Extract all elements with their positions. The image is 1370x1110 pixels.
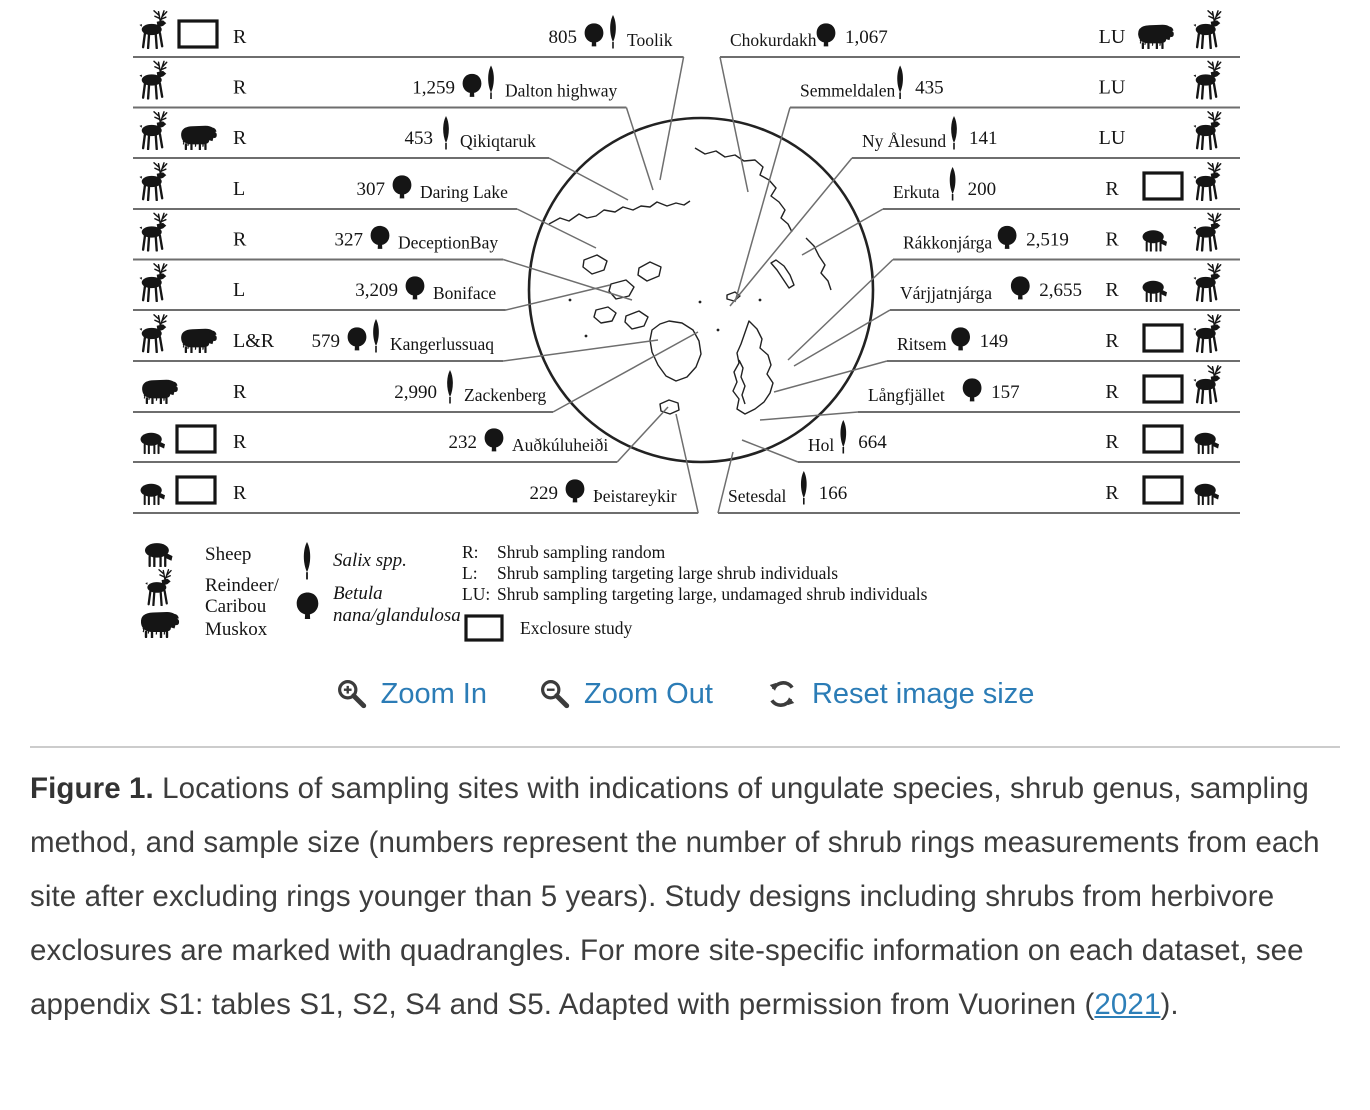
sampling-code: LU	[1098, 26, 1126, 48]
sample-count: 579	[311, 331, 340, 352]
sample-count: 327	[334, 229, 363, 251]
site-name: Qikiqtaruk	[460, 131, 536, 151]
reindeer-icon	[1193, 213, 1220, 250]
salix-icon	[447, 370, 453, 404]
exclosure-icon	[177, 426, 215, 452]
svg-text:Salix spp.: Salix spp.	[333, 550, 407, 571]
image-controls	[0, 672, 1370, 716]
betula-icon	[585, 23, 604, 46]
site-name: Semmeldalen	[800, 80, 896, 101]
citation-year-link[interactable]: 2021	[1094, 987, 1161, 1021]
site-name: Chokurdakh	[730, 30, 817, 50]
sample-count: 664	[858, 432, 887, 453]
sample-count: 232	[448, 432, 477, 453]
zoom-in-button[interactable]	[336, 678, 487, 710]
betula-icon	[566, 479, 585, 502]
sampling-code: L&R	[233, 330, 275, 352]
salix-icon	[801, 471, 807, 505]
site-name: Daring Lake	[420, 182, 508, 202]
reindeer-icon	[139, 213, 166, 250]
sample-count: 149	[979, 331, 1009, 352]
sample-count: 141	[969, 128, 998, 149]
sheep-icon	[1195, 433, 1219, 454]
muskox-icon	[141, 612, 179, 638]
sampling-code: R	[1105, 431, 1119, 453]
exclosure-icon	[177, 477, 215, 503]
sample-count: 229	[529, 483, 558, 504]
sample-count: 157	[991, 382, 1020, 403]
salix-icon	[950, 167, 956, 201]
sampling-code: R	[1105, 279, 1119, 301]
sampling-code: R	[1105, 330, 1119, 352]
salix-icon	[610, 15, 616, 49]
reindeer-icon	[139, 11, 166, 48]
betula-icon	[297, 593, 319, 619]
figure-caption	[30, 762, 1340, 1032]
reindeer-icon	[1193, 366, 1220, 403]
sample-count: 2,519	[1026, 229, 1069, 251]
svg-text:R:: R:	[462, 542, 479, 562]
sample-count: 1,067	[845, 27, 888, 48]
muskox-icon	[181, 329, 217, 353]
site-name: Rákkonjárga	[903, 232, 993, 253]
reindeer-icon	[139, 112, 166, 149]
sheep-icon	[141, 433, 165, 454]
muskox-icon	[181, 126, 217, 150]
exclosure-icon	[1144, 325, 1182, 351]
caption-text-after: ).	[1160, 987, 1179, 1021]
svg-text:L:: L:	[462, 563, 478, 583]
sample-count: 1,259	[412, 77, 455, 99]
site-name: Boniface	[433, 283, 497, 303]
betula-icon	[963, 378, 982, 401]
betula-icon	[371, 226, 390, 249]
reindeer-icon	[1193, 112, 1220, 149]
svg-text:Sheep: Sheep	[205, 544, 252, 565]
svg-text:Shrub sampling random: Shrub sampling random	[497, 542, 666, 562]
site-row-left-3	[133, 163, 596, 248]
svg-text:LU:: LU:	[462, 584, 491, 604]
sample-count: 453	[404, 128, 433, 149]
reset-icon	[765, 678, 799, 710]
exclosure-icon	[1144, 376, 1182, 402]
sampling-code: R	[233, 127, 247, 149]
site-name: Dalton highway	[505, 80, 618, 101]
exclosure-legend-icon	[466, 616, 502, 640]
reset-image-size-label: Reset image size	[811, 677, 1035, 710]
svg-text:Muskox: Muskox	[205, 619, 268, 640]
sheep-icon	[145, 543, 173, 566]
svg-text:Shrub sampling targeting large: Shrub sampling targeting large, undamaged shrub individuals	[497, 584, 928, 604]
salix-icon	[373, 319, 379, 353]
sampling-code: L	[233, 279, 246, 301]
salix-icon	[897, 66, 903, 100]
reindeer-icon	[139, 163, 166, 200]
betula-icon	[998, 226, 1017, 249]
zoom-in-icon	[336, 678, 368, 710]
reindeer-icon	[1193, 61, 1220, 98]
sheep-icon	[141, 484, 165, 505]
salix-icon	[304, 542, 310, 579]
sampling-code: R	[1105, 228, 1119, 251]
sampling-code: R	[233, 381, 247, 403]
caption-text: Locations of sampling sites with indications of ungulate species, shrub genus, sampling method, and sample size (numbers represent the number of shrub rings measurements from each site after excluding rings younger than 5 years). Study designs including shrubs from herbivore exclosures are marked with quadrangles. For more site-specific information on each dataset, see appendix S1: tables S1, S2, S4 and S5. Adapted with permission from Vuorinen (	[30, 772, 1320, 1021]
site-name: Kangerlussuaq	[390, 334, 495, 354]
svg-text:Betula: Betula	[333, 583, 383, 604]
svg-text:Reindeer/: Reindeer/	[205, 575, 279, 596]
sample-count: 166	[818, 483, 848, 504]
site-row-left-1	[133, 61, 653, 190]
svg-text:Caribou: Caribou	[205, 596, 267, 617]
sheep-icon	[1143, 281, 1167, 302]
salix-icon	[488, 66, 494, 100]
zoom-in-label: Zoom In	[380, 677, 487, 710]
sample-count: 2,990	[394, 382, 437, 403]
betula-icon	[348, 327, 367, 350]
betula-icon	[817, 23, 836, 46]
svg-text:nana/glandulosa: nana/glandulosa	[333, 605, 461, 626]
sample-count: 3,209	[355, 280, 398, 301]
sampling-code: R	[233, 482, 247, 504]
reindeer-icon	[139, 61, 166, 98]
reindeer-icon	[1193, 315, 1220, 352]
muskox-icon	[1138, 25, 1174, 49]
site-name: Zackenberg	[464, 385, 547, 405]
salix-icon	[840, 420, 846, 454]
betula-icon	[951, 327, 970, 350]
site-name: Þeistareykir	[593, 486, 677, 506]
salix-icon	[443, 116, 449, 150]
sheep-icon	[1195, 484, 1219, 505]
site-name: Setesdal	[728, 486, 787, 506]
sampling-code: R	[233, 431, 247, 453]
sample-count: 2,655	[1039, 280, 1083, 301]
site-name: Erkuta	[893, 182, 940, 202]
reindeer-icon	[1193, 11, 1220, 48]
betula-icon	[485, 428, 504, 451]
sampling-code: R	[233, 26, 247, 48]
site-name: DeceptionBay	[398, 232, 499, 253]
caption-figure-label: Figure 1.	[30, 772, 154, 805]
muskox-icon	[142, 380, 178, 404]
site-name: Långfjället	[868, 385, 945, 405]
betula-icon	[406, 276, 425, 299]
betula-icon	[463, 74, 482, 97]
reindeer-icon	[139, 264, 166, 301]
site-name: Auðkúluheiði	[512, 435, 609, 455]
site-name: Ny Ålesund	[862, 131, 947, 151]
betula-icon	[393, 175, 412, 198]
sampling-code: R	[1105, 178, 1119, 200]
sample-count: 435	[915, 77, 944, 99]
sample-count: 805	[548, 27, 577, 48]
figure-legend	[141, 542, 928, 640]
site-name: Ritsem	[897, 334, 947, 354]
zoom-out-label: Zoom Out	[584, 677, 713, 710]
sample-count: 200	[967, 179, 997, 200]
sampling-code: L	[233, 178, 246, 200]
exclosure-icon	[1144, 426, 1182, 452]
svg-text:Exclosure study: Exclosure study	[520, 618, 633, 638]
polar-map	[529, 118, 873, 462]
sample-count: 307	[356, 179, 385, 200]
sampling-code: LU	[1098, 127, 1126, 149]
exclosure-icon	[1144, 173, 1182, 199]
reindeer-icon	[145, 570, 171, 605]
sheep-icon	[1143, 230, 1167, 251]
zoom-out-button[interactable]	[539, 678, 713, 710]
site-row-right-3	[802, 163, 1240, 255]
site-name: Toolik	[627, 30, 673, 50]
site-row-right-8	[742, 420, 1240, 462]
exclosure-icon	[1144, 477, 1182, 503]
zoom-out-icon	[539, 678, 571, 710]
reindeer-icon	[1193, 163, 1220, 200]
reset-image-size-button[interactable]	[765, 678, 1034, 710]
betula-icon	[1011, 276, 1030, 299]
sampling-code: R	[1105, 482, 1119, 504]
salix-icon	[951, 116, 957, 150]
svg-text:Shrub sampling targeting large: Shrub sampling targeting large shrub individuals	[497, 563, 839, 583]
sampling-code: R	[233, 228, 247, 251]
sampling-code: R	[1105, 381, 1119, 403]
exclosure-icon	[179, 21, 217, 47]
caption-divider	[30, 746, 1340, 748]
reindeer-icon	[139, 315, 166, 352]
site-name: Hol	[808, 435, 835, 455]
site-name: Várjjatnjárga	[900, 283, 992, 303]
sampling-code: LU	[1098, 76, 1126, 99]
reindeer-icon	[1193, 264, 1220, 301]
sampling-code: R	[233, 76, 247, 99]
